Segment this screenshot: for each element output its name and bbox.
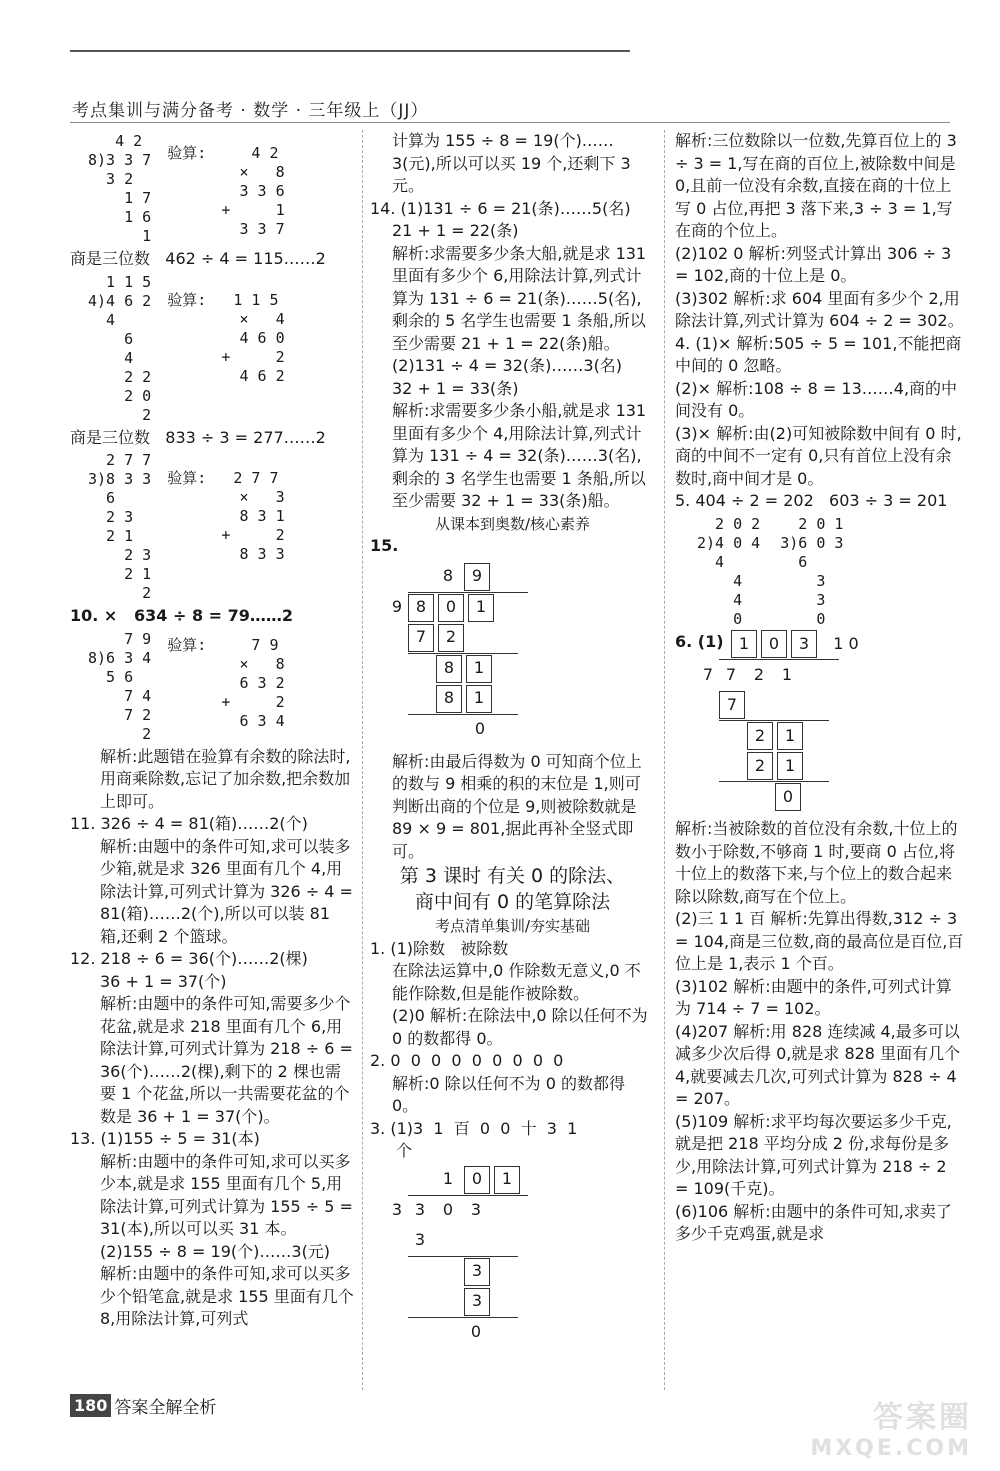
question-5: 5. 404 ÷ 2 = 202 603 ÷ 3 = 201	[675, 491, 948, 510]
digit-box: 0	[438, 594, 464, 622]
answer-line: (3)302 解析:求 604 里面有多少个 2,用除法计算,列式计算为 604 ÷ 2 = 302。	[675, 288, 964, 330]
section-title: 从课本到奥数/核心素养	[434, 514, 591, 533]
question-4: 4. (1)× 解析:505 ÷ 5 = 101,不能把商中间的 0 忽略。	[675, 333, 962, 375]
question-14: 14. (1)131 ÷ 6 = 21(条)……5(名)	[370, 198, 631, 218]
calc-block	[675, 513, 965, 631]
digit-box: 0	[464, 1166, 490, 1194]
explanation: 解析:此题错在验算有余数的除法时,用商乘除数,忘记了加余数,把余数加上即可。	[100, 746, 351, 811]
digit-box: 0	[761, 630, 787, 658]
digit-box: 2	[747, 722, 773, 750]
answer-line: (2)102 0 解析:列竖式计算出 306 ÷ 3 = 102,商的十位上是 0。	[675, 243, 952, 285]
digit: 1 0	[833, 633, 859, 653]
question-11: 11. 326 ÷ 4 = 81(箱)……2(个)	[70, 814, 308, 833]
digit: 0	[470, 1322, 482, 1342]
answer-line: (3)× 解析:由(2)可知被除数中间有 0 时,商的中间不一定有 0,只有首位上没有余数时,商中间才是 0。	[675, 423, 962, 488]
question-15: 15.	[370, 536, 399, 555]
digit-box: 8	[436, 655, 462, 683]
answer-line: (2)155 ÷ 8 = 19(个)……3(元)	[100, 1241, 331, 1261]
question-3: 3. (1)3 1 百 0 0 十 3 1	[370, 1118, 578, 1138]
answer-line: (5)109 解析:求平均每次要运多少千克,就是把 218 平均分成 2 份,求每份是多少,用除法计算,可列式计算为 218 ÷ 2 = 109(千克)。	[675, 1111, 952, 1198]
question-1: 1. (1)除数 被除数	[370, 938, 509, 958]
division-grid-3	[390, 1165, 655, 1348]
answer-line: (4)207 解析:用 828 连续减 4,最多可以减多少次后得 0,就是求 828 里面有几个 4,就要减去几次,可列式计算为 828 ÷ 4 = 207。	[675, 1021, 961, 1108]
answer-line: 32 + 1 = 33(条)	[392, 378, 519, 398]
calc-block	[70, 271, 355, 427]
explanation: 解析:由题中的条件可知,求可以装多少箱,就是求 326 里面有几个 4,用除法计算,可列式计算为 326 ÷ 4 = 81(箱)……2(个),所以可以装 81 箱,还剩 2 个篮球。	[100, 836, 353, 946]
explanation: 解析:由题中的条件可知,求可以买多少本,就是求 155 里面有几个 5,用除法计算,可列式计算为 155 ÷ 5 = 31(本),所以可以买 31 本。	[100, 1151, 353, 1238]
calc-block	[70, 130, 355, 248]
page-footer	[70, 1393, 216, 1418]
lesson-title: 第 3 课时 有关 0 的除法、	[399, 865, 626, 887]
explanation: 解析:求需要多少条大船,就是求 131 里面有多少个 6,用除法计算,列式计算为 131 ÷ 6 = 21(条)……5(名),剩余的 5 名学生也需要 1 条船,所以至少需要 21 + 1 = 22(条)船。	[392, 243, 647, 353]
answer-line: (2)131 ÷ 4 = 32(条)……3(名)	[392, 356, 623, 375]
verification: 验算: 2 7 7 × 3 8 3 1 + 2 8 3 3	[167, 469, 285, 563]
question-13: 13. (1)155 ÷ 5 = 31(本)	[70, 1129, 260, 1148]
answer-line: (2)× 解析:108 ÷ 8 = 13……4,商的中间没有 0。	[675, 378, 958, 420]
verification: 验算: 7 9 × 8 6 3 2 + 2 6 3 4	[167, 635, 285, 730]
digit: 3	[414, 1200, 426, 1220]
explanation: 解析:0 除以任何不为 0 的数都得 0。	[392, 1073, 626, 1115]
digit-box: 7	[408, 624, 434, 652]
digit-box: 1	[777, 752, 803, 780]
watermark-text: 答案圈	[873, 1400, 972, 1435]
digit: 0	[474, 719, 486, 739]
digit: 0	[442, 1200, 454, 1220]
long-division: 2 7 7 3)8 3 3 6 2 3 2 1 2 3 2 1 2	[88, 451, 152, 602]
answer-line: 商是三位数 462 ÷ 4 = 115……2	[70, 249, 326, 268]
digit-box: 9	[464, 563, 490, 591]
answer-line: (6)106 解析:由题中的条件可知,求卖了多少千克鸡蛋,就是求	[675, 1201, 952, 1243]
digit-box: 7	[719, 691, 745, 719]
long-division: 7 9 8)6 3 4 5 6 7 4 7 2 2	[88, 629, 152, 743]
digit-box: 1	[731, 630, 757, 658]
digit: 7	[725, 664, 737, 684]
explanation: 在除法运算中,0 作除数无意义,0 不能作除数,但是能作被除数。	[392, 961, 641, 1003]
column-divider	[664, 130, 665, 1390]
digit-box: 1	[468, 594, 494, 622]
footer-label: 答案全解全析	[114, 1398, 217, 1418]
digit: 3	[470, 1200, 482, 1220]
long-division: 1 1 5 4)4 6 2 4 6 4 2 2 2 0 2	[88, 272, 152, 424]
explanation: 解析:当被除数的首位没有余数,十位上的数小于除数,不够商 1 时,要商 0 占位,将十位上的数落下来,与个位上的数合起来除以除数,商写在个位上。	[675, 819, 958, 906]
divisor: 3	[391, 1200, 403, 1220]
digit: 1	[781, 664, 793, 684]
question-10: 10. × 634 ÷ 8 = 79……2	[70, 606, 294, 625]
column-middle	[370, 130, 655, 1354]
explanation: 解析:由题中的条件可知,求可以买多少个铅笔盒,就是求 155 里面有几个 8,用除法计算,可列式	[100, 1264, 354, 1328]
section-title: 考点清单集训/夯实基础	[434, 917, 591, 935]
digit: 8	[442, 566, 454, 586]
explanation: 解析:由题中的条件可知,需要多少个花盆,就是求 218 里面有几个 6,用除法计算,可列式计算为 218 ÷ 6 = 36(个)……2(棵),剩下的 2 棵也需要 1 个花盆,所以一共需要花盆的个数是 36 + 1 = 37(个)。	[100, 994, 353, 1126]
question-12: 12. 218 ÷ 6 = 36(个)……2(棵)	[70, 949, 308, 968]
answer-line: 商是三位数 833 ÷ 3 = 277……2	[70, 427, 326, 447]
digit-box: 1	[466, 685, 492, 713]
digit: 2	[753, 664, 765, 684]
answer-line: 21 + 1 = 22(条)	[392, 221, 519, 240]
explanation: 解析:三位数除以一位数,先算百位上的 3 ÷ 3 = 1,写在商的百位上,被除数中间是 0,且前一位没有余数,直接在商的十位上写 0 占位,再把 3 落下来,3 ÷ 3 = 1,写在商的个位上。	[675, 131, 957, 240]
digit-box: 3	[791, 630, 817, 658]
explanation: 解析:求需要多少条小船,就是求 131 里面有多少个 4,用除法计算,列式计算为 131 ÷ 4 = 32(条)……3(名),剩余的 3 名学生也需要 1 条船,所以至少需要 32 + 1 = 33(条)船。	[392, 401, 647, 510]
digit-box: 1	[777, 722, 803, 750]
digit: 3	[414, 1230, 426, 1250]
page-number: 180	[70, 1394, 111, 1417]
digit-box: 1	[494, 1166, 520, 1194]
digit: 1	[442, 1169, 454, 1189]
explanation: 解析:由最后得数为 0 可知商个位上的数与 9 相乘的积的末位是 1,则可判断出商的个位是 9,则被除数就是 89 × 9 = 801,据此再补全竖式即可。	[392, 751, 642, 861]
explanation: 计算为 155 ÷ 8 = 19(个)……3(元),所以可以买 19 个,还剩下 3 元。	[392, 131, 631, 195]
header-rule	[70, 122, 950, 123]
digit-box: 1	[466, 655, 492, 683]
long-division: 2 0 2 2)4 0 4 4 4 4 0	[697, 514, 761, 628]
answer-line: 个	[396, 1141, 413, 1160]
answer-line: (3)102 解析:由题中的条件,可列式计算为 714 ÷ 7 = 102。	[675, 976, 952, 1018]
digit-box: 8	[408, 594, 434, 622]
digit-box: 3	[464, 1288, 490, 1316]
watermark-url: MXQE.COM	[810, 1436, 972, 1461]
header-top-rule	[70, 50, 630, 52]
division-grid-6	[701, 629, 965, 812]
column-right	[675, 130, 965, 1246]
divisor: 7	[702, 664, 714, 684]
answer-line: (2)0 解析:在除法中,0 除以任何不为 0 的数都得 0。	[392, 1006, 648, 1048]
calc-block	[70, 449, 355, 605]
column-divider	[362, 130, 363, 1390]
digit-box: 0	[775, 783, 801, 811]
page-header-title: 考点集训与满分备考 · 数学 · 三年级上（JJ）	[72, 101, 429, 121]
column-left	[70, 130, 355, 1331]
answer-line: 36 + 1 = 37(个)	[100, 971, 227, 991]
verification: 验算: 1 1 5 × 4 4 6 0 + 2 4 6 2	[167, 290, 285, 385]
long-division: 4 2 8)3 3 7 3 2 1 7 1 6 1	[88, 132, 152, 245]
digit-box: 3	[464, 1258, 490, 1286]
watermark-logo	[810, 1392, 972, 1461]
lesson-title: 商中间有 0 的笔算除法	[414, 891, 611, 913]
answer-line: (2)三 1 1 百 解析:先算出得数,312 ÷ 3 = 104,商是三位数,商的最高位是百位,百位上是 1,表示 1 个百。	[675, 909, 964, 973]
divisor: 9	[391, 597, 403, 617]
calc-block	[70, 628, 355, 746]
question-2: 2. 0 0 0 0 0 0 0 0 0	[370, 1051, 564, 1070]
digit-box: 2	[438, 624, 464, 652]
question-6: 6. (1)	[675, 631, 724, 651]
digit-box: 2	[747, 752, 773, 780]
division-grid-15	[390, 562, 655, 745]
digit-box: 8	[436, 685, 462, 713]
verification: 验算: 4 2 × 8 3 3 6 + 1 3 3 7	[167, 144, 285, 238]
long-division: 2 0 1 3)6 0 3 6 3 3 0	[780, 514, 844, 628]
